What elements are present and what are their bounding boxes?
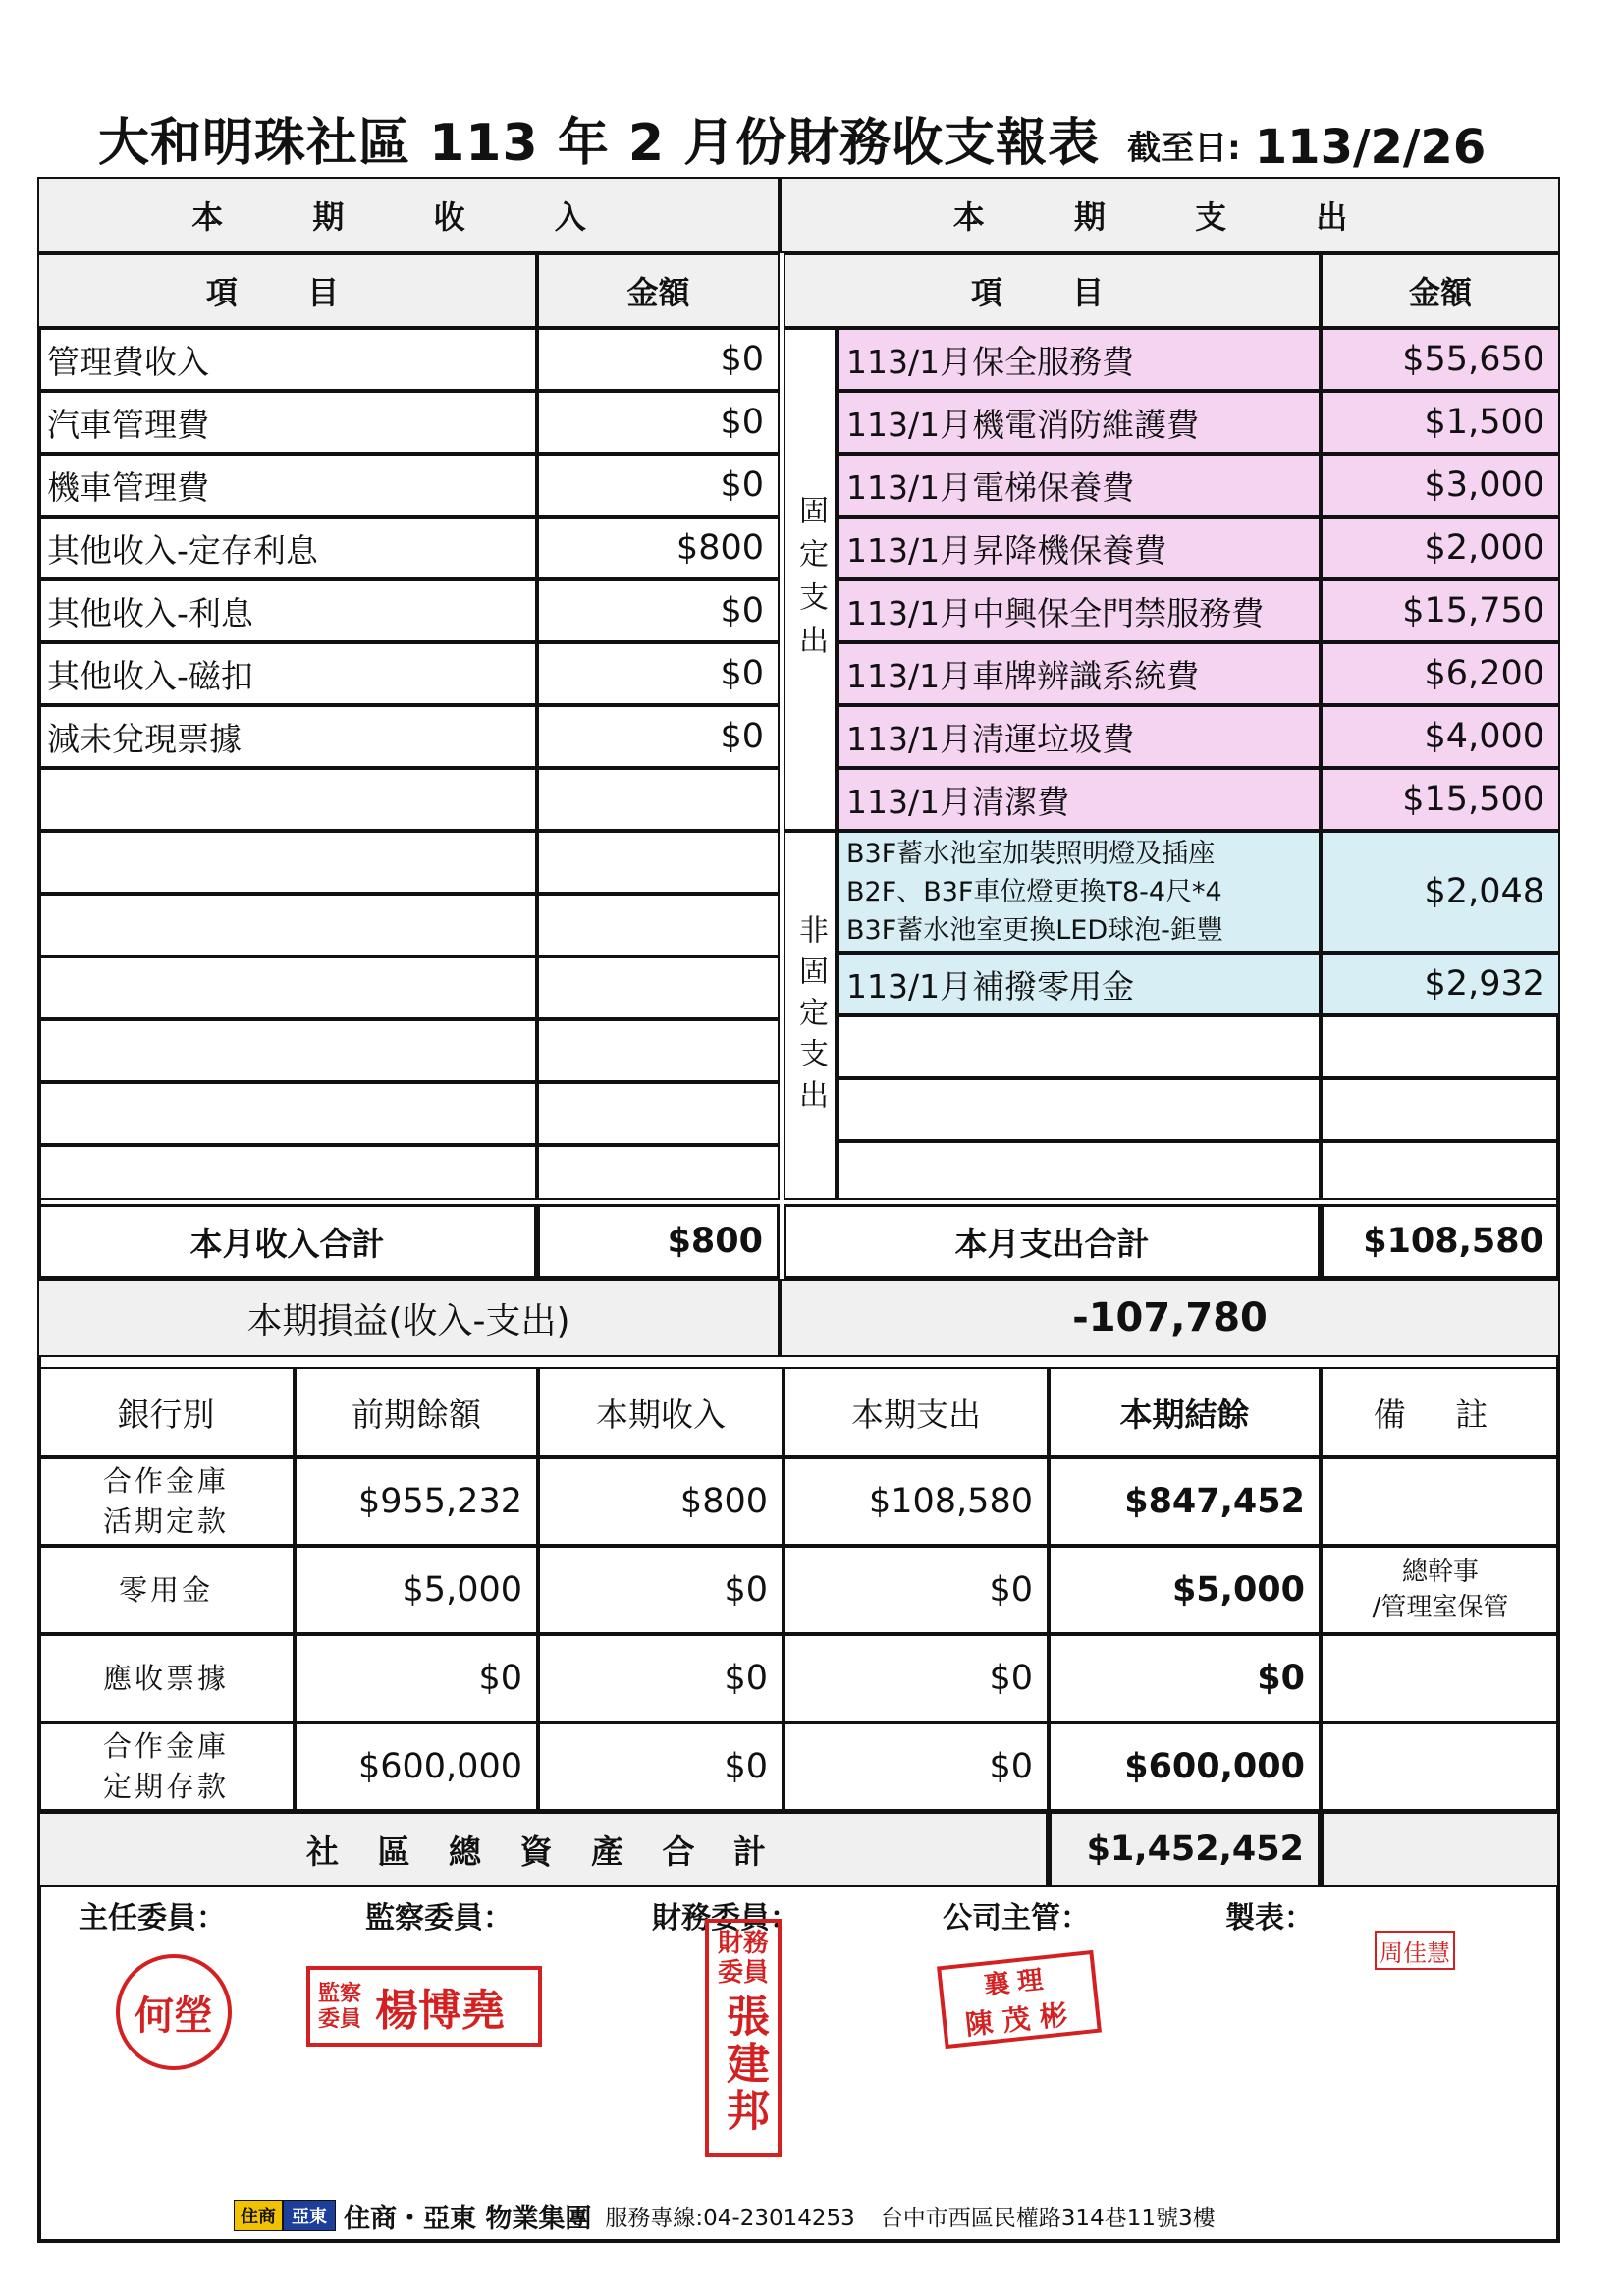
finance-seal-stamp <box>705 1919 782 2157</box>
income-item-label: 減未兌現票據 <box>37 705 537 768</box>
supervisor-seal-stamp <box>306 1966 542 2047</box>
preparer-seal-text: 周佳慧 <box>1380 1939 1450 1967</box>
expense-item-label: 113/1月電梯保養費 <box>837 454 1321 517</box>
income-empty-cell <box>537 957 780 1019</box>
expense-section-title: 本 期 支 出 <box>780 177 1560 253</box>
bank-prev-balance: $0 <box>295 1634 538 1722</box>
expense-item-label: 113/1月清運垃圾費 <box>837 705 1321 768</box>
income-empty-cell <box>537 1082 780 1145</box>
total-assets-note <box>1321 1811 1560 1887</box>
income-item-label: 其他收入-磁扣 <box>37 642 537 705</box>
expense-empty-cell <box>1321 1078 1560 1141</box>
fixed-expense-group-text: 固定支出 <box>793 495 828 668</box>
income-empty-cell <box>37 831 537 894</box>
income-item-amount: $800 <box>537 517 780 579</box>
income-empty-cell <box>37 894 537 957</box>
income-item-amount: $0 <box>537 579 780 642</box>
chair-seal-text: 何塋 <box>135 1992 213 2039</box>
bank-col-header: 本期結餘 <box>1049 1367 1321 1457</box>
bank-name-line: 合作金庫 <box>102 1464 229 1498</box>
footer-address: 台中市西區民權路314巷11號3樓 <box>880 2205 1216 2231</box>
bank-income: $0 <box>538 1546 784 1634</box>
bank-prev-balance: $5,000 <box>295 1546 538 1634</box>
bank-balance: $5,000 <box>1049 1546 1321 1634</box>
signature-label-preparer: 製表： <box>1225 1901 1314 1936</box>
bank-note-line: 總幹事 <box>1401 1558 1479 1587</box>
profit-value: -107,780 <box>780 1279 1560 1357</box>
finance-seal-title: 財務委員 <box>717 1929 769 1988</box>
income-item-label: 汽車管理費 <box>37 391 537 454</box>
income-item-amount: $0 <box>537 705 780 768</box>
expense-item-label: 113/1月保全服務費 <box>837 328 1321 391</box>
income-empty-cell <box>537 768 780 831</box>
expense-item-amount: $3,000 <box>1321 454 1560 517</box>
bank-balance: $0 <box>1049 1634 1321 1722</box>
bank-name-line: 活期定款 <box>102 1504 229 1538</box>
preparer-seal-stamp <box>1375 1931 1455 1970</box>
bank-income: $0 <box>538 1634 784 1722</box>
cutoff-date-value: 113/2/26 <box>1254 120 1487 175</box>
total-assets-label: 社 區 總 資 產 合 計 <box>37 1811 1049 1887</box>
bank-name-cell <box>37 1546 295 1634</box>
bank-expense: $0 <box>784 1722 1049 1811</box>
income-empty-cell <box>37 1019 537 1082</box>
income-total-label: 本月收入合計 <box>37 1204 537 1279</box>
bank-income: $0 <box>538 1722 784 1811</box>
expense-empty-cell <box>1321 1015 1560 1078</box>
income-item-label: 其他收入-利息 <box>37 579 537 642</box>
bank-balance: $600,000 <box>1049 1722 1321 1811</box>
income-empty-cell <box>537 831 780 894</box>
income-item-amount: $0 <box>537 642 780 705</box>
footer-brand: 住商・亞東 物業集團 <box>344 2203 592 2234</box>
bank-name-cell <box>37 1634 295 1722</box>
income-empty-cell <box>37 957 537 1019</box>
expense-item-label: 113/1月清潔費 <box>837 768 1321 831</box>
expense-multi-line: B3F蓄水池室更換LED球泡-鉅豐 <box>846 914 1223 946</box>
expense-item-label: 113/1月車牌辨識系統費 <box>837 642 1321 705</box>
expense-total-label: 本月支出合計 <box>784 1204 1321 1279</box>
bank-expense: $0 <box>784 1546 1049 1634</box>
bank-prev-balance: $955,232 <box>295 1457 538 1546</box>
logo-text: 住商 <box>234 2200 283 2231</box>
expense-empty-cell <box>837 1015 1321 1078</box>
report-header <box>98 106 1571 175</box>
expense-multi-line: B3F蓄水池室加裝照明燈及插座 <box>846 838 1216 869</box>
income-item-label: 管理費收入 <box>37 328 537 391</box>
income-col-item: 項 目 <box>37 253 537 328</box>
expense-empty-cell <box>837 1141 1321 1200</box>
bank-name-cell <box>37 1457 295 1546</box>
income-item-amount: $0 <box>537 328 780 391</box>
chair-seal-stamp <box>116 1954 232 2070</box>
expense-item-label: 113/1月中興保全門禁服務費 <box>837 579 1321 642</box>
nonfixed-expense-group-label <box>784 831 837 1200</box>
bank-income: $800 <box>538 1457 784 1546</box>
bank-name-line: 應收票據 <box>102 1661 229 1695</box>
total-assets-value: $1,452,452 <box>1049 1811 1321 1887</box>
expense-item-amount: $55,650 <box>1321 328 1560 391</box>
signature-label-supervisor: 監察委員： <box>365 1901 513 1936</box>
expense-item-label: 113/1月補撥零用金 <box>837 953 1321 1015</box>
expense-item-amount: $15,750 <box>1321 579 1560 642</box>
bank-name-line: 零用金 <box>118 1572 213 1607</box>
footer-phone: 服務專線:04-23014253 <box>605 2205 855 2231</box>
income-item-amount: $0 <box>537 454 780 517</box>
supervisor-seal-title: 監察委員 <box>318 1981 362 2032</box>
signature-label-manager: 公司主管： <box>943 1901 1090 1936</box>
signature-label-finance: 財務委員： <box>652 1901 799 1936</box>
expense-total-value: $108,580 <box>1321 1204 1560 1279</box>
supervisor-seal-name: 楊博堯 <box>375 1986 505 2036</box>
bank-prev-balance: $600,000 <box>295 1722 538 1811</box>
income-empty-cell <box>537 1145 780 1200</box>
income-item-label: 其他收入-定存利息 <box>37 517 537 579</box>
income-total-value: $800 <box>537 1204 780 1279</box>
nonfixed-expense-group-text: 非固定支出 <box>793 914 828 1121</box>
bank-note <box>1321 1457 1560 1546</box>
bank-col-header: 備 註 <box>1321 1367 1560 1457</box>
bank-col-header: 本期收入 <box>538 1367 784 1457</box>
expense-empty-cell <box>837 1078 1321 1141</box>
expense-item-amount: $15,500 <box>1321 768 1560 831</box>
income-empty-cell <box>37 1082 537 1145</box>
expense-item-amount: $2,932 <box>1321 953 1560 1015</box>
bank-expense: $108,580 <box>784 1457 1049 1546</box>
bank-balance: $847,452 <box>1049 1457 1321 1546</box>
expense-col-amount: 金額 <box>1321 253 1560 328</box>
income-empty-cell <box>37 1145 537 1200</box>
income-section-title: 本 期 收 入 <box>37 177 780 253</box>
expense-empty-cell <box>1321 1141 1560 1200</box>
expense-item-label: 113/1月機電消防維護費 <box>837 391 1321 454</box>
signature-label-chair: 主任委員： <box>79 1901 226 1936</box>
manager-seal-name: 陳茂彬 <box>963 1996 1079 2042</box>
expense-col-item: 項 目 <box>784 253 1321 328</box>
bank-col-header: 銀行別 <box>37 1367 295 1457</box>
expense-item-amount: $2,000 <box>1321 517 1560 579</box>
bank-expense: $0 <box>784 1634 1049 1722</box>
manager-seal-stamp <box>937 1950 1102 2049</box>
bank-name-cell <box>37 1722 295 1811</box>
report-title: 大和明珠社區 113 年 2 月份財務收支報表 <box>98 114 1101 173</box>
income-item-amount: $0 <box>537 391 780 454</box>
company-logo <box>234 2202 344 2229</box>
income-empty-cell <box>537 1019 780 1082</box>
bank-col-header: 前期餘額 <box>295 1367 538 1457</box>
bank-note-line: /管理室保管 <box>1372 1593 1509 1622</box>
expense-item-amount: $4,000 <box>1321 705 1560 768</box>
logo-mark: 亞東 <box>283 2200 336 2231</box>
manager-seal-title: 襄理 <box>982 1964 1053 2001</box>
expense-item-amount: $1,500 <box>1321 391 1560 454</box>
bank-note <box>1321 1722 1560 1811</box>
profit-label: 本期損益(收入-支出) <box>37 1279 780 1357</box>
expense-item-amount: $6,200 <box>1321 642 1560 705</box>
bank-name-line: 合作金庫 <box>102 1729 229 1763</box>
expense-multi-item <box>837 831 1321 953</box>
income-item-label: 機車管理費 <box>37 454 537 517</box>
bank-note <box>1321 1546 1560 1634</box>
bank-note <box>1321 1634 1560 1722</box>
expense-multi-line: B2F、B3F車位燈更換T8-4尺*4 <box>846 876 1222 907</box>
fixed-expense-group-label <box>784 328 837 831</box>
income-col-amount: 金額 <box>537 253 780 328</box>
bank-name-line: 定期存款 <box>102 1770 229 1803</box>
expense-item-label: 113/1月昇降機保養費 <box>837 517 1321 579</box>
cutoff-date-label: 截至日: <box>1127 129 1241 168</box>
expense-item-amount: $2,048 <box>1321 831 1560 953</box>
finance-seal-name: 張建邦 <box>719 1994 769 2135</box>
footer <box>234 2196 1241 2235</box>
income-empty-cell <box>37 768 537 831</box>
income-empty-cell <box>537 894 780 957</box>
bank-col-header: 本期支出 <box>784 1367 1049 1457</box>
